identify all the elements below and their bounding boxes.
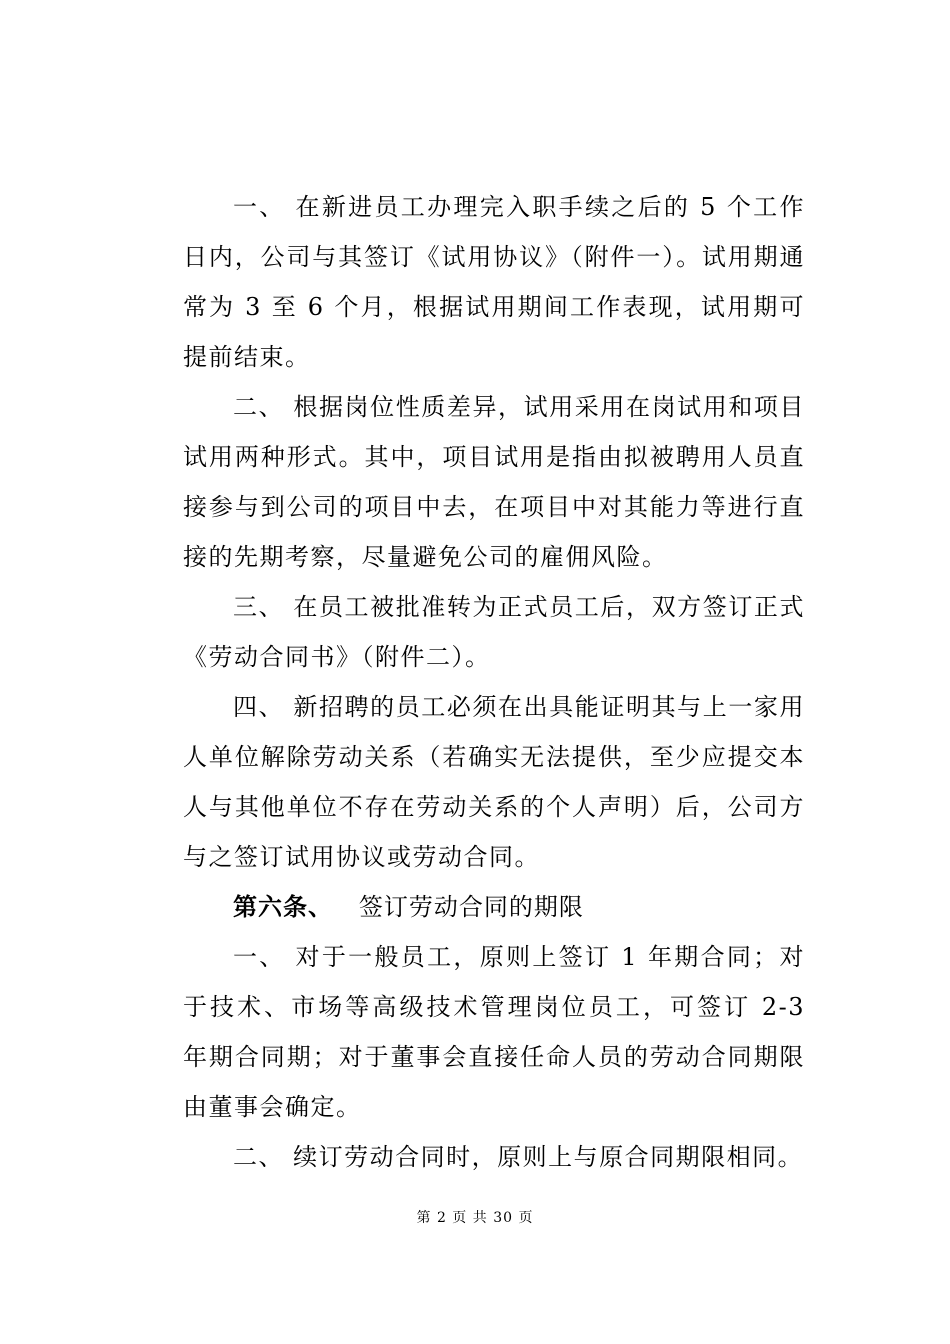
section-paragraph-2: 二、 续订劳动合同时，原则上与原合同期限相同。 — [233, 1143, 804, 1171]
document-body — [183, 182, 805, 1182]
paragraph-3: 三、 在员工被批准转为正式员工后，双方签订正式《劳动合同书》（附件二）。 — [183, 593, 805, 671]
section-title: 签订劳动合同的期限 — [358, 893, 584, 921]
paragraph-2: 二、 根据岗位性质差异，试用采用在岗试用和项目试用两种形式。其中，项目试用是指由拟被聘用人员直接参与到公司的项目中去，在项目中对其能力等进行直接的先期考察，尽量避免公司的雇佣风险。 — [183, 393, 805, 571]
section-number: 第六条、 — [233, 892, 333, 921]
paragraph-4: 四、 新招聘的员工必须在出具能证明其与上一家用人单位解除劳动关系（若确实无法提供，至少应提交本人与其他单位不存在劳动关系的个人声明）后，公司方与之签订试用协议或劳动合同。 — [183, 693, 805, 871]
page-footer: 第 2 页 共 30 页 — [416, 1210, 534, 1226]
section-heading — [183, 882, 805, 932]
paragraph-1: 一、 在新进员工办理完入职手续之后的 5 个工作日内，公司与其签订《试用协议》（附件一）。试用期通常为 3 至 6 个月，根据试用期间工作表现，试用期可提前结束。 — [183, 193, 805, 371]
section-paragraph-1: 一、 对于一般员工，原则上签订 1 年期合同；对于技术、市场等高级技术管理岗位员工，可签订 2-3 年期合同期；对于董事会直接任命人员的劳动合同期限由董事会确定。 — [183, 943, 805, 1121]
